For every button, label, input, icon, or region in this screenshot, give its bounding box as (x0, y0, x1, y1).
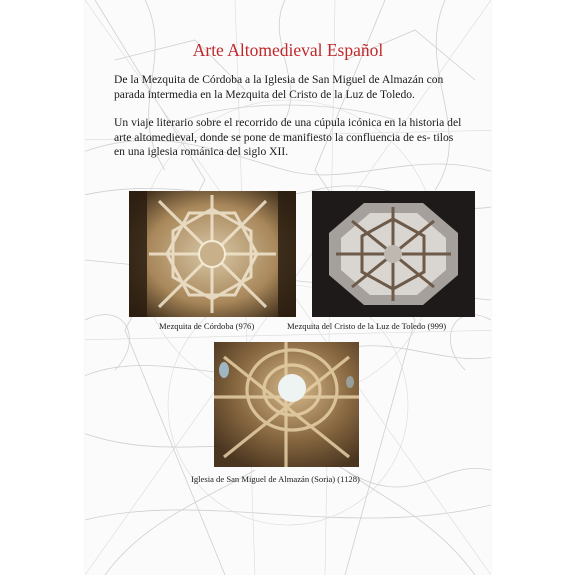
document-page (85, 0, 491, 575)
document-title: Arte Altomedieval Español (192, 40, 384, 60)
caption-almazan: Iglesia de San Miguel de Almazán (Soria) (1128) (191, 474, 360, 484)
cordoba-dome-photo (129, 191, 296, 317)
caption-toledo: Mezquita del Cristo de la Luz de Toledo (999) (287, 321, 447, 331)
caption-cordoba: Mezquita de Córdoba (976) (159, 321, 255, 331)
almazan-dome-photo (214, 342, 359, 467)
description-paragraph: Un viaje literario sobre el recorrido de una cúpula icónica en la historia del arte altomedieval, donde se pone de manifiesto la confluencia de es- tilos en una iglesia románica del siglo XII. (114, 116, 462, 158)
intro-paragraph: De la Mezquita de Córdoba a la Iglesia de San Miguel de Almazán con parada intermedia en la Mezquita del Cristo de la Luz de Toledo. (114, 73, 444, 101)
toledo-dome-photo (312, 191, 475, 317)
